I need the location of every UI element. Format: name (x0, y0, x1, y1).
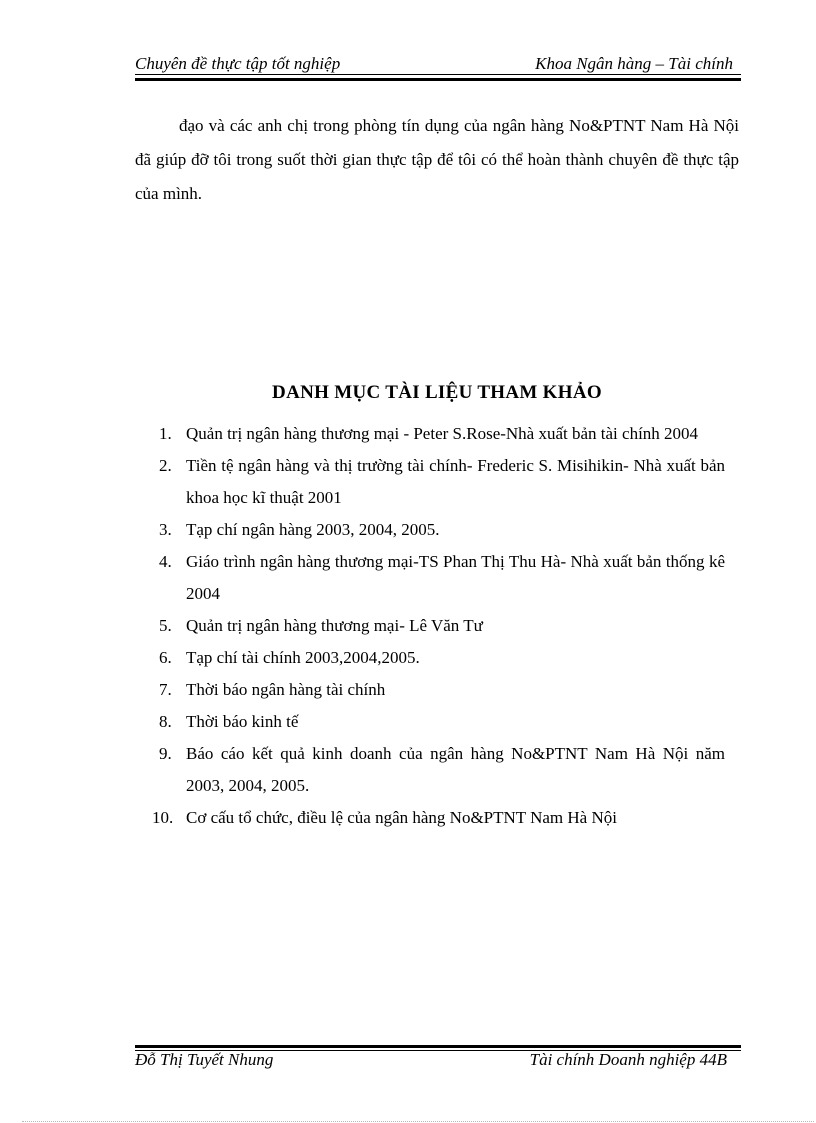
reference-number: 1. (159, 424, 172, 443)
reference-item (135, 610, 725, 642)
reference-number: 4. (159, 552, 172, 571)
reference-text: Tiền tệ ngân hàng và thị trường tài chính- Frederic S. Misihikin- Nhà xuất bản khoa học kĩ thuật 2001 (186, 456, 725, 507)
reference-item (135, 706, 725, 738)
reference-number: 10. (152, 808, 174, 827)
reference-text: Cơ cấu tổ chức, điều lệ của ngân hàng No&PTNT Nam Hà Nội (186, 808, 617, 827)
body-paragraph: đạo và các anh chị trong phòng tín dụng của ngân hàng No&PTNT Nam Hà Nội đã giúp đỡ tôi trong suốt thời gian thực tập để tôi có thể hoàn thành chuyên đề thực tập của mình. (135, 116, 739, 203)
reference-text: Thời báo kinh tế (186, 712, 299, 731)
reference-number: 8. (159, 712, 172, 731)
reference-text: Báo cáo kết quả kinh doanh của ngân hàng No&PTNT Nam Hà Nội năm 2003, 2004, 2005. (186, 744, 725, 795)
reference-number: 2. (159, 456, 172, 475)
reference-number: 6. (159, 648, 172, 667)
references-title: DANH MỤC TÀI LIỆU THAM KHẢO (272, 382, 602, 403)
reference-text: Thời báo ngân hàng tài chính (186, 680, 386, 699)
header-left-text: Chuyên đề thực tập tốt nghiệp (135, 54, 341, 73)
reference-text: Quản trị ngân hàng thương mại- Lê Văn Tư (186, 616, 483, 635)
reference-item (135, 802, 725, 834)
reference-number: 9. (159, 744, 172, 763)
page-edge-dotted-line (22, 1121, 814, 1122)
reference-item (135, 738, 725, 802)
reference-text: Tạp chí tài chính 2003,2004,2005. (186, 648, 420, 667)
references-list (135, 418, 725, 834)
reference-number: 3. (159, 520, 172, 539)
header-right-text: Khoa Ngân hàng – Tài chính (535, 54, 733, 73)
reference-item (135, 514, 725, 546)
reference-item (135, 450, 725, 514)
header-rule-thin (135, 74, 741, 75)
reference-item (135, 418, 725, 450)
reference-text: Giáo trình ngân hàng thương mại-TS Phan Thị Thu Hà- Nhà xuất bản thống kê 2004 (186, 552, 725, 603)
reference-text: Tạp chí ngân hàng 2003, 2004, 2005. (186, 520, 440, 539)
reference-item (135, 674, 725, 706)
footer-author: Đỗ Thị Tuyết Nhung (135, 1050, 274, 1069)
reference-number: 7. (159, 680, 172, 699)
header-rule-thick (135, 78, 741, 81)
reference-text: Quản trị ngân hàng thương mại - Peter S.Rose-Nhà xuất bản tài chính 2004 (186, 424, 699, 443)
reference-item (135, 642, 725, 674)
footer-rule-thick (135, 1045, 741, 1048)
reference-item (135, 546, 725, 610)
reference-number: 5. (159, 616, 172, 635)
footer-department: Tài chính Doanh nghiệp 44B (529, 1050, 727, 1069)
